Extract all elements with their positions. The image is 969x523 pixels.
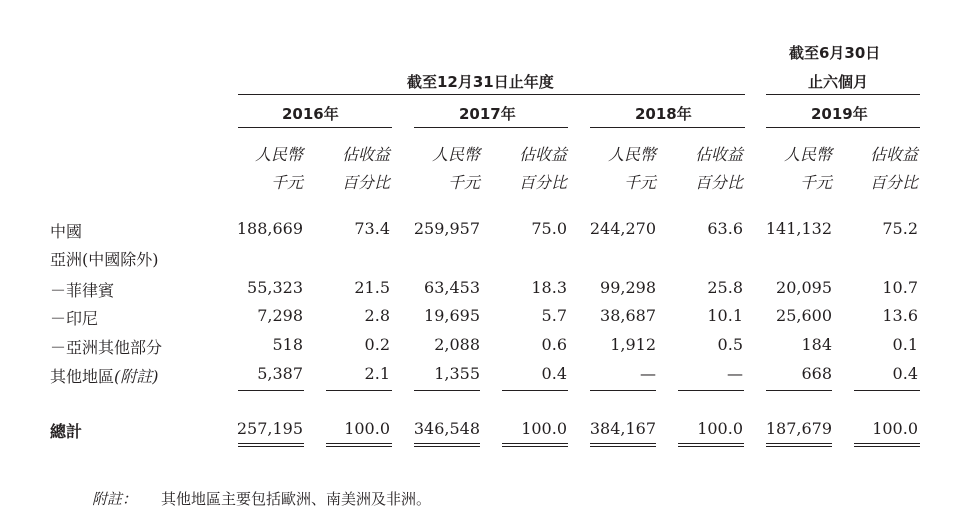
col-header-bottom: 百分比: [518, 173, 567, 192]
total-cell: 346,548: [413, 419, 480, 438]
period-rule-ytd: [238, 94, 745, 95]
subtotal-rule: [326, 390, 392, 391]
cell: 63.6: [707, 219, 743, 238]
col-header-top: 佔收益: [518, 145, 567, 164]
cell: 25,600: [776, 306, 832, 325]
total-cell: 257,195: [236, 419, 303, 438]
cell: 2.1: [364, 364, 390, 383]
subtotal-rule: [414, 390, 480, 391]
total-double-rule: [238, 443, 304, 447]
col-header-top: 人民幣: [254, 145, 303, 164]
year-header-2018: 2018年: [635, 105, 692, 123]
cell: 7,298: [257, 306, 303, 325]
total-double-rule: [678, 443, 744, 447]
total-cell: 100.0: [521, 419, 567, 438]
cell: 668: [801, 364, 832, 383]
year-rule-2017: [414, 127, 568, 128]
year-rule-2018: [590, 127, 745, 128]
cell: 5,387: [257, 364, 303, 383]
row-label-rest-of-asia: －亞洲其他部分: [50, 338, 163, 357]
cell: 184: [801, 335, 832, 354]
cell: 0.2: [364, 335, 390, 354]
total-cell: 100.0: [872, 419, 918, 438]
cell: 259,957: [413, 219, 480, 238]
cell: 0.5: [717, 335, 743, 354]
row-label-indonesia: －印尼: [50, 309, 99, 328]
cell: 75.2: [882, 219, 918, 238]
cell: 244,270: [589, 219, 656, 238]
cell: 0.4: [892, 364, 918, 383]
cell: —: [727, 364, 743, 383]
cell: —: [640, 364, 656, 383]
cell: 75.0: [531, 219, 567, 238]
col-header-top: 人民幣: [783, 145, 832, 164]
col-header-bottom: 千元: [447, 173, 480, 192]
cell: 141,132: [765, 219, 832, 238]
cell: 2.8: [364, 306, 390, 325]
col-header-bottom: 千元: [270, 173, 303, 192]
period-header-h1-line2: 止六個月: [808, 73, 869, 91]
year-header-2016: 2016年: [282, 105, 339, 123]
cell: 55,323: [247, 278, 303, 297]
col-header-top: 人民幣: [607, 145, 656, 164]
total-double-rule: [326, 443, 392, 447]
cell: 1,355: [434, 364, 480, 383]
row-label-note-ref: (附註): [114, 367, 159, 386]
year-header-2017: 2017年: [459, 105, 516, 123]
row-label-total: 總計: [50, 422, 83, 441]
col-header-bottom: 千元: [799, 173, 832, 192]
cell: 5.7: [541, 306, 567, 325]
col-header-bottom: 百分比: [869, 173, 918, 192]
cell: 518: [272, 335, 303, 354]
total-double-rule: [766, 443, 832, 447]
row-label-china: 中國: [50, 222, 83, 241]
total-double-rule: [414, 443, 480, 447]
period-header-ytd: 截至12月31日止年度: [407, 73, 554, 91]
footnote-label: 附註：: [92, 490, 138, 508]
cell: 0.6: [541, 335, 567, 354]
period-header-h1-line1: 截至6月30日: [789, 44, 881, 62]
cell: 10.1: [707, 306, 743, 325]
cell: 0.1: [892, 335, 918, 354]
cell: 99,298: [600, 278, 656, 297]
cell: 21.5: [354, 278, 390, 297]
cell: 13.6: [882, 306, 918, 325]
year-rule-2016: [238, 127, 392, 128]
cell: 1,912: [610, 335, 656, 354]
cell: 18.3: [531, 278, 567, 297]
row-label-other-regions: [50, 364, 159, 387]
cell: 10.7: [882, 278, 918, 297]
total-cell: 100.0: [697, 419, 743, 438]
cell: 25.8: [707, 278, 743, 297]
year-rule-2019: [766, 127, 920, 128]
total-double-rule: [590, 443, 656, 447]
col-header-bottom: 千元: [623, 173, 656, 192]
cell: 2,088: [434, 335, 480, 354]
period-rule-h1: [766, 94, 920, 95]
col-header-bottom: 百分比: [694, 173, 743, 192]
row-label-philippines: －菲律賓: [50, 281, 115, 300]
footnote-text: 其他地區主要包括歐洲、南美洲及非洲。: [161, 490, 432, 508]
subtotal-rule: [590, 390, 656, 391]
cell: 20,095: [776, 278, 832, 297]
total-cell: 384,167: [589, 419, 656, 438]
col-header-top: 佔收益: [869, 145, 918, 164]
col-header-top: 佔收益: [694, 145, 743, 164]
subtotal-rule: [238, 390, 304, 391]
row-label-asia-ex-china: 亞洲(中國除外): [50, 250, 159, 269]
cell: 63,453: [424, 278, 480, 297]
row-label-other-regions-text: 其他地區: [50, 367, 115, 386]
total-double-rule: [502, 443, 568, 447]
col-header-bottom: 百分比: [341, 173, 390, 192]
cell: 0.4: [541, 364, 567, 383]
cell: 38,687: [600, 306, 656, 325]
cell: 19,695: [424, 306, 480, 325]
year-header-2019: 2019年: [811, 105, 868, 123]
total-double-rule: [854, 443, 920, 447]
subtotal-rule: [678, 390, 744, 391]
subtotal-rule: [766, 390, 832, 391]
total-cell: 100.0: [344, 419, 390, 438]
cell: 188,669: [236, 219, 303, 238]
total-cell: 187,679: [765, 419, 832, 438]
cell: 73.4: [354, 219, 390, 238]
subtotal-rule: [502, 390, 568, 391]
subtotal-rule: [854, 390, 920, 391]
col-header-top: 佔收益: [341, 145, 390, 164]
col-header-top: 人民幣: [431, 145, 480, 164]
